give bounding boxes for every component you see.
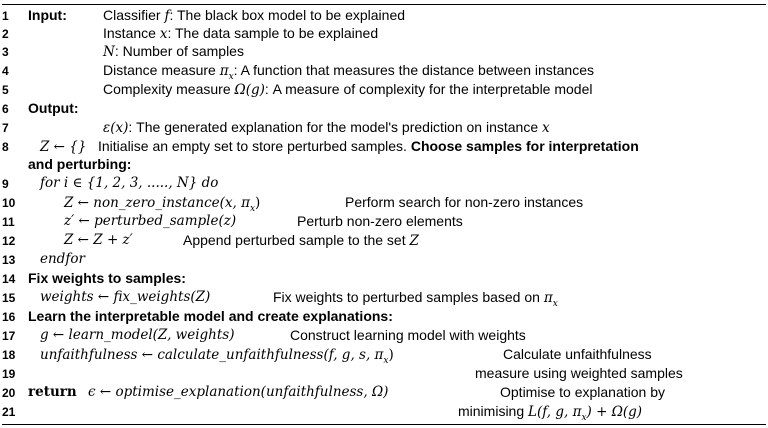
bottom-rule (2, 424, 766, 425)
fix-weights-heading: Fix weights to samples: (28, 270, 186, 286)
return-comment: Optimise to explanation by (500, 384, 665, 400)
return-keyword: return (28, 384, 77, 400)
learn-heading: Learn the interpretable model and create explanations: (28, 308, 393, 324)
distance-text: Distance measure $\pi_x$: A function that measures the distance between instances (103, 62, 595, 82)
line-number: 4 (2, 64, 9, 78)
unfaithfulness-code: unfaithfulness ← calculate_unfaithfulness(f, g, s, $\pi_x$) (40, 347, 394, 366)
weights-comment: Fix weights to perturbed samples based on $\pi_x$ (273, 289, 558, 309)
line-number: 16 (2, 310, 16, 324)
endfor: endfor (40, 251, 85, 267)
line-number: 10 (2, 196, 16, 210)
search-code: Z ← non_zero_instance(x, $\pi_x$) (64, 195, 261, 214)
line-number: 6 (2, 102, 9, 116)
classifier-text: Classifier f: The black box model to be explained (103, 7, 406, 24)
line-number: 11 (2, 215, 15, 229)
output-label: Output: (28, 100, 79, 116)
line-number: 18 (2, 348, 16, 362)
append-comment: Append perturbed sample to the set Z (183, 232, 419, 249)
line-number: 19 (2, 367, 16, 381)
init-text-cont: and perturbing: (28, 156, 132, 172)
perturb-code: z′ ← perturbed_sample(z) (64, 213, 237, 229)
search-comment: Perform search for non-zero instances (345, 194, 584, 210)
init-text: Initialise an empty set to store perturbed samples. Choose samples for interpretation (98, 138, 639, 154)
line-number: 3 (2, 45, 9, 59)
unfaithfulness-comment: Calculate unfaithfulness (503, 346, 652, 362)
line-number: 12 (2, 234, 16, 248)
input-label: Input: (28, 7, 67, 23)
line-number: 21 (2, 405, 16, 419)
line-number: 7 (2, 121, 9, 135)
append-code: Z ← Z + z′ (64, 232, 133, 248)
perturb-comment: Perturb non-zero elements (297, 213, 463, 229)
learn-comment: Construct learning model with weights (290, 327, 526, 343)
return-comment-cont: minimising L(f, g, $\pi_x) + \Omega(g)$ (458, 403, 643, 423)
return-code: ϵ ← optimise_explanation(unfaithfulness, Ω) (88, 384, 389, 400)
line-number: 15 (2, 291, 16, 305)
line-number: 20 (2, 386, 16, 400)
for-loop: for i ∈ {1, 2, 3, ....., N} do (40, 175, 219, 191)
init-code: Z ← {} (40, 139, 87, 155)
samples-text: N: Number of samples (103, 43, 244, 60)
line-number: 14 (2, 272, 16, 286)
line-number: 8 (2, 140, 9, 154)
top-rule (2, 4, 766, 5)
line-number: 5 (2, 83, 9, 97)
learn-code: g ← learn_model(Z, weights) (40, 327, 235, 343)
line-number: 13 (2, 253, 16, 267)
line-number: 1 (2, 9, 9, 23)
output-text: ε(x): The generated explanation for the model's prediction on instance x (103, 119, 550, 136)
line-number: 17 (2, 329, 16, 343)
instance-text: Instance x: The data sample to be explained (103, 25, 379, 42)
line-number: 9 (2, 177, 9, 191)
unfaithfulness-comment-cont: measure using weighted samples (475, 365, 683, 381)
weights-code: weights ← fix_weights(Z) (40, 289, 211, 305)
line-number: 2 (2, 27, 9, 41)
complexity-text: Complexity measure Ω(g): A measure of complexity for the interpretable model (103, 81, 593, 98)
